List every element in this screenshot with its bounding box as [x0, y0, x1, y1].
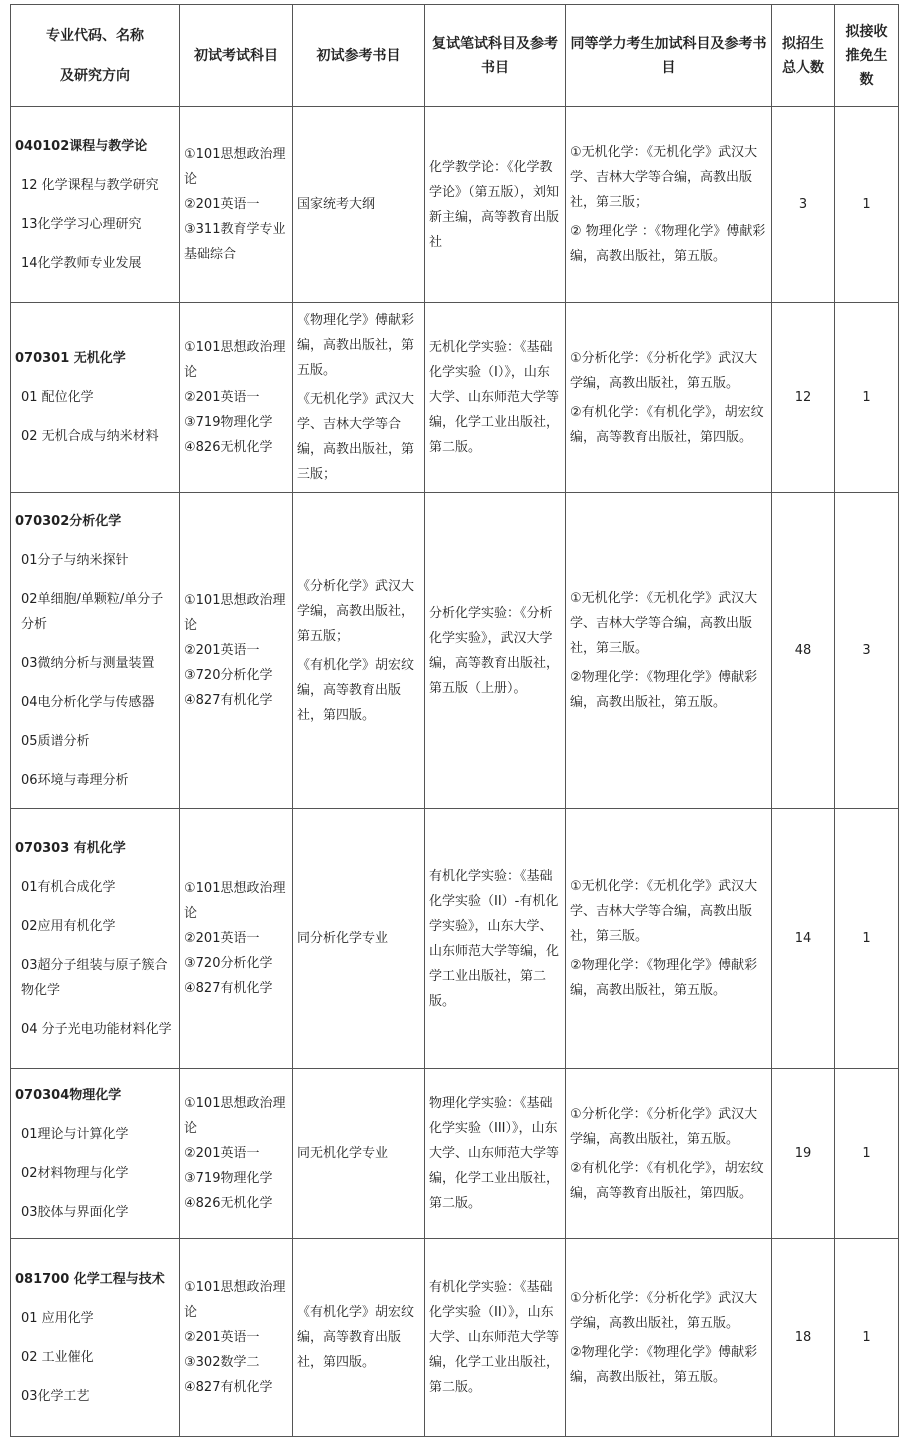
equivalent-cell [566, 809, 772, 1069]
header-enroll: 拟招生总人数 [772, 5, 835, 107]
exam-subject: ④826无机化学 [184, 440, 273, 455]
exempt-count: 1 [835, 809, 899, 1069]
enroll-count: 12 [772, 303, 835, 493]
research-direction: 04电分析化学与传感器 [21, 694, 155, 710]
equivalent-cell [566, 303, 772, 493]
subjects-cell [180, 1239, 293, 1437]
reference-book: 《有机化学》胡宏纹编，高等教育出版社，第四版。 [297, 657, 415, 723]
equivalent-subject: ①无机化学：《无机化学》武汉大学、吉林大学等合编，高教出版社，第三版。 [570, 591, 758, 656]
admissions-table [10, 4, 899, 1437]
table-row [11, 107, 899, 303]
retest-cell: 物理化学实验：《基础化学实验（III）》，山东大学、山东师范大学等编，化学工业出版社，第二版。 [425, 1069, 566, 1239]
exam-subject: ①101思想政治理论 [184, 1280, 286, 1320]
exam-subject: ②201英语一 [184, 1330, 260, 1345]
retest-cell: 有机化学实验：《基础化学实验（II）-有机化学实验》，山东大学、山东师范大学等编，化学工业出版社，第二版。 [425, 809, 566, 1069]
equivalent-subject: ② 物理化学 ：《物理化学》傅献彩编，高教出版社，第五版。 [570, 224, 766, 264]
enroll-count: 14 [772, 809, 835, 1069]
research-direction: 03超分子组装与原子簇合物化学 [21, 957, 168, 998]
equivalent-subject: ①分析化学：《分析化学》武汉大学编，高教出版社，第五版。 [570, 350, 758, 391]
exam-subject: ①101思想政治理论 [184, 593, 286, 633]
exempt-count: 1 [835, 1069, 899, 1239]
major-name: 070303 有机化学 [15, 840, 126, 856]
header-initial-subjects: 初试考试科目 [180, 5, 293, 107]
subjects-cell [180, 1069, 293, 1239]
retest-cell: 化学教学论：《化学教学论》（第五版），刘知新主编，高等教育出版社 [425, 107, 566, 303]
exam-subject: ③311教育学专业基础综合 [184, 222, 286, 262]
exam-subject: ③302数学二 [184, 1355, 260, 1370]
major-cell [11, 809, 180, 1069]
research-direction: 12 化学课程与教学研究 [21, 177, 159, 193]
research-direction: 02应用有机化学 [21, 918, 116, 934]
major-name: 070302分析化学 [15, 513, 122, 529]
exempt-count: 3 [835, 493, 899, 809]
exam-subject: ④827有机化学 [184, 981, 273, 996]
header-major: 专业代码、名称 及研究方向 [11, 5, 180, 107]
research-direction: 02 工业催化 [21, 1349, 94, 1365]
reference-book: 同无机化学专业 [297, 1146, 389, 1161]
major-cell [11, 1069, 180, 1239]
exam-subject: ④827有机化学 [184, 693, 273, 708]
equivalent-subject: ①无机化学：《无机化学》武汉大学、吉林大学等合编，高教出版社，第三版。 [570, 879, 758, 944]
books-cell [293, 1239, 425, 1437]
reference-book: 《分析化学》武汉大学编，高教出版社，第五版； [297, 578, 415, 644]
retest-cell: 分析化学实验：《分析化学实验》，武汉大学编，高等教育出版社，第五版（上册）。 [425, 493, 566, 809]
equivalent-cell [566, 1069, 772, 1239]
reference-book: 《有机化学》胡宏纹编，高等教育出版社，第四版。 [297, 1305, 415, 1370]
exam-subject: ③719物理化学 [184, 1171, 273, 1186]
research-direction: 01 应用化学 [21, 1310, 94, 1326]
exam-subject: ③719物理化学 [184, 415, 273, 430]
subjects-cell [180, 303, 293, 493]
subjects-cell [180, 493, 293, 809]
research-direction: 14化学教师专业发展 [21, 255, 142, 271]
exam-subject: ②201英语一 [184, 197, 260, 212]
exam-subject: ①101思想政治理论 [184, 340, 286, 380]
enroll-count: 18 [772, 1239, 835, 1437]
major-name: 070304物理化学 [15, 1087, 122, 1103]
retest-cell: 无机化学实验：《基础化学实验（I）》，山东大学、山东师范大学等编，化学工业出版社，第二版。 [425, 303, 566, 493]
equivalent-subject: ②物理化学：《物理化学》傅献彩编，高教出版社，第五版。 [570, 958, 758, 998]
equivalent-cell [566, 1239, 772, 1437]
equivalent-cell [566, 493, 772, 809]
header-initial-books: 初试参考书目 [293, 5, 425, 107]
research-direction: 13化学学习心理研究 [21, 216, 142, 232]
exam-subject: ①101思想政治理论 [184, 147, 286, 187]
exam-subject: ①101思想政治理论 [184, 881, 286, 921]
exam-subject: ②201英语一 [184, 1146, 260, 1161]
table-row [11, 1239, 899, 1437]
table-row [11, 493, 899, 809]
research-direction: 03化学工艺 [21, 1388, 90, 1404]
subjects-cell [180, 809, 293, 1069]
table-body [11, 107, 899, 1437]
books-cell [293, 303, 425, 493]
enroll-count: 3 [772, 107, 835, 303]
research-direction: 03微纳分析与测量装置 [21, 655, 155, 671]
subjects-cell [180, 107, 293, 303]
table-row [11, 1069, 899, 1239]
reference-book: 同分析化学专业 [297, 931, 389, 946]
table-row [11, 303, 899, 493]
exempt-count: 1 [835, 1239, 899, 1437]
header-row [11, 5, 899, 107]
major-name: 070301 无机化学 [15, 351, 126, 366]
major-name: 040102课程与教学论 [15, 138, 148, 154]
books-cell [293, 107, 425, 303]
research-direction: 06环境与毒理分析 [21, 772, 129, 788]
research-direction: 04 分子光电功能材料化学 [21, 1021, 172, 1037]
equivalent-subject: ①无机化学：《无机化学》武汉大学、吉林大学等合编，高教出版社，第三版； [570, 145, 758, 210]
exam-subject: ③720分析化学 [184, 956, 273, 971]
major-cell [11, 303, 180, 493]
table-row [11, 809, 899, 1069]
equivalent-subject: ①分析化学：《分析化学》武汉大学编，高教出版社，第五版。 [570, 1290, 758, 1331]
research-direction: 01 配位化学 [21, 390, 94, 405]
exam-subject: ②201英语一 [184, 390, 260, 405]
header-equivalent: 同等学力考生加试科目及参考书目 [566, 5, 772, 107]
exam-subject: ②201英语一 [184, 643, 260, 658]
research-direction: 02单细胞/单颗粒/单分子分析 [21, 591, 164, 632]
books-cell [293, 809, 425, 1069]
equivalent-subject: ②物理化学：《物理化学》傅献彩编，高教出版社，第五版。 [570, 1344, 758, 1385]
research-direction: 01有机合成化学 [21, 879, 116, 895]
exam-subject: ③720分析化学 [184, 668, 273, 683]
exam-subject: ④827有机化学 [184, 1380, 273, 1395]
major-name: 081700 化学工程与技术 [15, 1271, 165, 1287]
research-direction: 02材料物理与化学 [21, 1165, 129, 1181]
retest-cell: 有机化学实验：《基础化学实验（II）》，山东大学、山东师范大学等编，化学工业出版社，第二版。 [425, 1239, 566, 1437]
enroll-count: 48 [772, 493, 835, 809]
major-cell [11, 1239, 180, 1437]
exempt-count: 1 [835, 107, 899, 303]
books-cell [293, 493, 425, 809]
research-direction: 02 无机合成与纳米材料 [21, 429, 159, 444]
research-direction: 05质谱分析 [21, 733, 90, 749]
reference-book: 《物理化学》傅献彩编，高教出版社，第五版。 [297, 313, 415, 378]
equivalent-subject: ①分析化学：《分析化学》武汉大学编，高教出版社，第五版。 [570, 1106, 758, 1147]
exam-subject: ④826无机化学 [184, 1196, 273, 1211]
header-retest: 复试笔试科目及参考书目 [425, 5, 566, 107]
research-direction: 01理论与计算化学 [21, 1126, 129, 1142]
exam-subject: ②201英语一 [184, 931, 260, 946]
major-cell [11, 493, 180, 809]
equivalent-subject: ②有机化学：《有机化学》，胡宏纹编，高等教育出版社，第四版。 [570, 404, 764, 445]
enroll-count: 19 [772, 1069, 835, 1239]
equivalent-cell [566, 107, 772, 303]
reference-book: 国家统考大纲 [297, 197, 376, 212]
research-direction: 01分子与纳米探针 [21, 552, 129, 568]
books-cell [293, 1069, 425, 1239]
equivalent-subject: ②物理化学：《物理化学》傅献彩编，高教出版社，第五版。 [570, 670, 758, 710]
exempt-count: 1 [835, 303, 899, 493]
major-cell [11, 107, 180, 303]
equivalent-subject: ②有机化学：《有机化学》，胡宏纹编，高等教育出版社，第四版。 [570, 1160, 764, 1201]
header-exempt: 拟接收推免生数 [835, 5, 899, 107]
research-direction: 03胶体与界面化学 [21, 1204, 129, 1220]
reference-book: 《无机化学》武汉大学、吉林大学等合编，高教出版社，第三版； [297, 392, 415, 482]
exam-subject: ①101思想政治理论 [184, 1096, 286, 1136]
